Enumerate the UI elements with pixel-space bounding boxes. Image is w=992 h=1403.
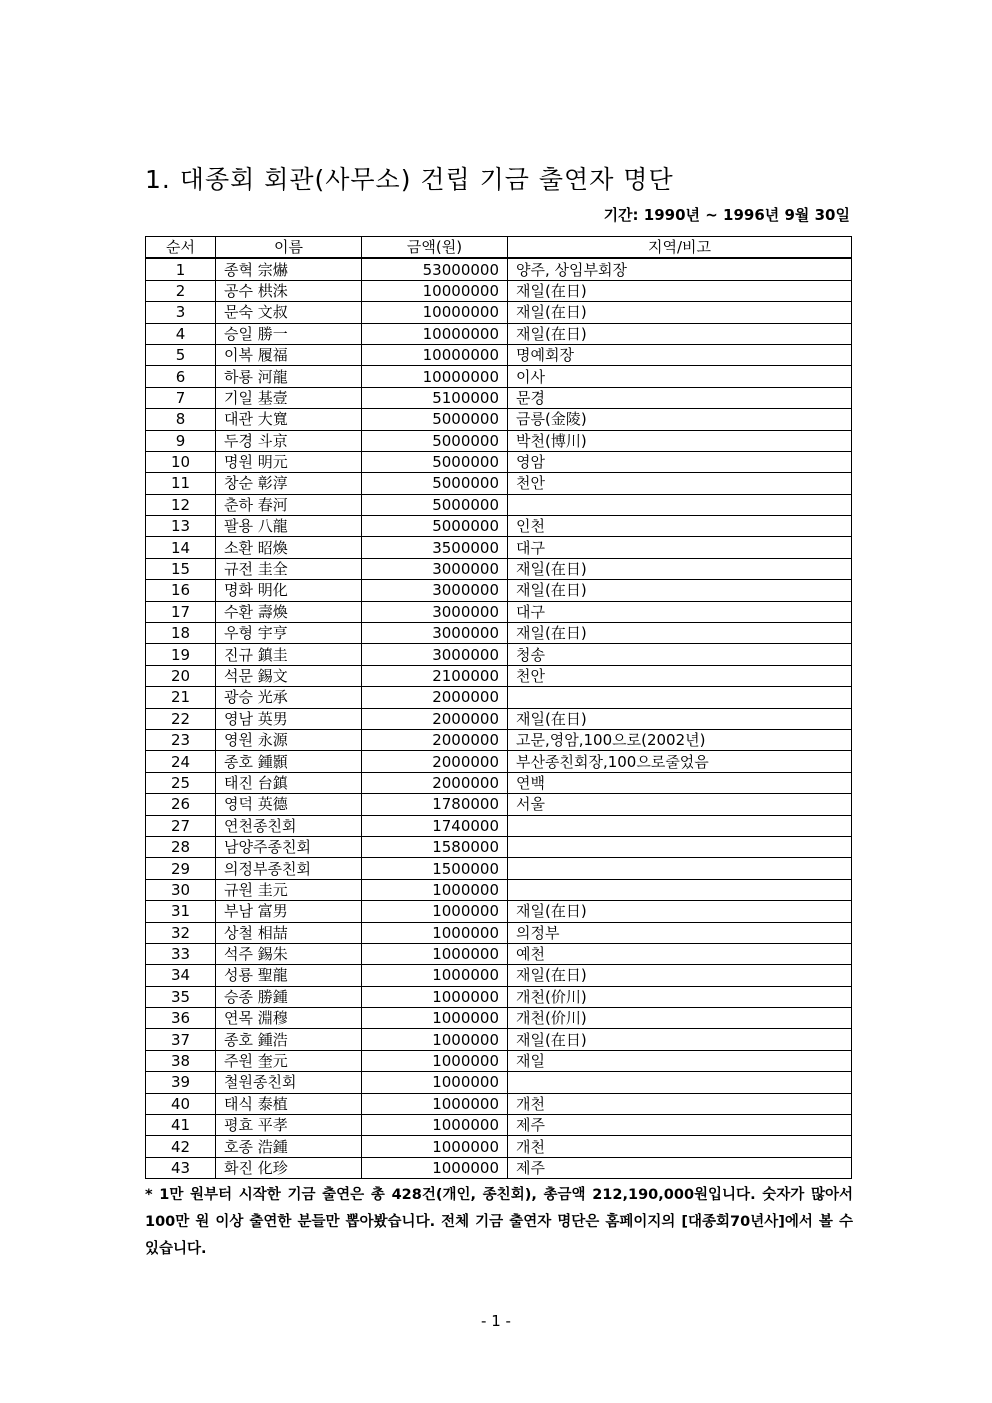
cell-note: 박천(博川) bbox=[508, 430, 852, 451]
cell-name: 연천종친회 bbox=[216, 815, 362, 836]
cell-no: 13 bbox=[146, 516, 216, 537]
cell-amount: 2000000 bbox=[362, 772, 508, 793]
cell-amount: 1000000 bbox=[362, 1157, 508, 1178]
cell-no: 26 bbox=[146, 794, 216, 815]
table-row bbox=[146, 601, 852, 622]
cell-no: 19 bbox=[146, 644, 216, 665]
cell-amount: 1000000 bbox=[362, 1072, 508, 1093]
table-row bbox=[146, 1093, 852, 1114]
cell-name: 석주 錫朱 bbox=[216, 943, 362, 964]
cell-no: 29 bbox=[146, 858, 216, 879]
cell-name: 평효 平孝 bbox=[216, 1115, 362, 1136]
cell-name: 종호 鍾顥 bbox=[216, 751, 362, 772]
cell-no: 10 bbox=[146, 451, 216, 472]
cell-amount: 3000000 bbox=[362, 601, 508, 622]
cell-name: 팔용 八龍 bbox=[216, 516, 362, 537]
cell-name: 영덕 英德 bbox=[216, 794, 362, 815]
cell-note bbox=[508, 836, 852, 857]
cell-note: 재일(在日) bbox=[508, 580, 852, 601]
cell-no: 33 bbox=[146, 943, 216, 964]
cell-note: 재일(在日) bbox=[508, 558, 852, 579]
cell-note: 양주, 상임부회장 bbox=[508, 258, 852, 280]
page-number: - 1 - bbox=[481, 1312, 511, 1330]
cell-amount: 2000000 bbox=[362, 708, 508, 729]
cell-amount: 1000000 bbox=[362, 1136, 508, 1157]
cell-name: 승일 勝一 bbox=[216, 323, 362, 344]
cell-no: 6 bbox=[146, 366, 216, 387]
cell-no: 37 bbox=[146, 1029, 216, 1050]
cell-name: 화진 化珍 bbox=[216, 1157, 362, 1178]
cell-note: 청송 bbox=[508, 644, 852, 665]
cell-amount: 5000000 bbox=[362, 430, 508, 451]
cell-amount: 1000000 bbox=[362, 1093, 508, 1114]
cell-name: 명원 明元 bbox=[216, 451, 362, 472]
cell-note: 영암 bbox=[508, 451, 852, 472]
cell-name: 수환 壽煥 bbox=[216, 601, 362, 622]
cell-name: 승종 勝鍾 bbox=[216, 986, 362, 1007]
table-row bbox=[146, 623, 852, 644]
cell-note bbox=[508, 815, 852, 836]
table-row bbox=[146, 751, 852, 772]
cell-name: 연목 淵穆 bbox=[216, 1008, 362, 1029]
cell-note: 재일(在日) bbox=[508, 323, 852, 344]
cell-note bbox=[508, 858, 852, 879]
cell-no: 3 bbox=[146, 302, 216, 323]
cell-note: 대구 bbox=[508, 537, 852, 558]
cell-no: 16 bbox=[146, 580, 216, 601]
cell-name: 두경 斗京 bbox=[216, 430, 362, 451]
cell-amount: 3500000 bbox=[362, 537, 508, 558]
cell-name: 소환 昭煥 bbox=[216, 537, 362, 558]
table-row bbox=[146, 366, 852, 387]
cell-no: 28 bbox=[146, 836, 216, 857]
cell-amount: 2000000 bbox=[362, 687, 508, 708]
table-row bbox=[146, 836, 852, 857]
cell-name: 성룡 聖龍 bbox=[216, 965, 362, 986]
cell-no: 15 bbox=[146, 558, 216, 579]
cell-name: 의정부종친회 bbox=[216, 858, 362, 879]
cell-name: 광승 光承 bbox=[216, 687, 362, 708]
period-label: 기간: 1990년 ~ 1996년 9월 30일 bbox=[603, 206, 850, 224]
cell-name: 기일 基壹 bbox=[216, 387, 362, 408]
table-row bbox=[146, 665, 852, 686]
table-row bbox=[146, 537, 852, 558]
cell-note: 명예회장 bbox=[508, 344, 852, 365]
cell-name: 춘하 春河 bbox=[216, 494, 362, 515]
cell-note: 제주 bbox=[508, 1157, 852, 1178]
cell-note: 재일(在日) bbox=[508, 708, 852, 729]
cell-note: 개천(价川) bbox=[508, 1008, 852, 1029]
cell-amount: 2100000 bbox=[362, 665, 508, 686]
cell-no: 40 bbox=[146, 1093, 216, 1114]
cell-name: 종호 鍾浩 bbox=[216, 1029, 362, 1050]
cell-note: 개천 bbox=[508, 1136, 852, 1157]
cell-note: 재일(在日) bbox=[508, 623, 852, 644]
cell-note: 재일(在日) bbox=[508, 302, 852, 323]
donor-table bbox=[145, 236, 852, 1179]
table-row bbox=[146, 858, 852, 879]
table-row bbox=[146, 430, 852, 451]
table-row bbox=[146, 708, 852, 729]
cell-note: 재일(在日) bbox=[508, 280, 852, 301]
cell-note: 고문,영암,100으로(2002년) bbox=[508, 729, 852, 750]
cell-amount: 1000000 bbox=[362, 1050, 508, 1071]
cell-no: 27 bbox=[146, 815, 216, 836]
cell-note: 금릉(金陵) bbox=[508, 409, 852, 430]
cell-note bbox=[508, 494, 852, 515]
footnote bbox=[145, 1182, 853, 1263]
cell-note: 인천 bbox=[508, 516, 852, 537]
cell-no: 39 bbox=[146, 1072, 216, 1093]
cell-name: 문숙 文叔 bbox=[216, 302, 362, 323]
cell-no: 23 bbox=[146, 729, 216, 750]
cell-note: 재일(在日) bbox=[508, 1029, 852, 1050]
cell-amount: 1780000 bbox=[362, 794, 508, 815]
cell-name: 규전 圭全 bbox=[216, 558, 362, 579]
cell-no: 2 bbox=[146, 280, 216, 301]
cell-amount: 10000000 bbox=[362, 344, 508, 365]
table-row bbox=[146, 644, 852, 665]
cell-name: 공수 栱洙 bbox=[216, 280, 362, 301]
cell-note: 이사 bbox=[508, 366, 852, 387]
cell-no: 32 bbox=[146, 922, 216, 943]
cell-name: 철원종친회 bbox=[216, 1072, 362, 1093]
cell-name: 창순 彰淳 bbox=[216, 473, 362, 494]
table-row bbox=[146, 729, 852, 750]
table-row bbox=[146, 687, 852, 708]
table-row bbox=[146, 302, 852, 323]
table-row bbox=[146, 815, 852, 836]
cell-amount: 3000000 bbox=[362, 558, 508, 579]
cell-no: 8 bbox=[146, 409, 216, 430]
cell-name: 진규 鎮圭 bbox=[216, 644, 362, 665]
table-row bbox=[146, 1050, 852, 1071]
cell-no: 17 bbox=[146, 601, 216, 622]
table-row bbox=[146, 473, 852, 494]
cell-amount: 1740000 bbox=[362, 815, 508, 836]
cell-no: 4 bbox=[146, 323, 216, 344]
cell-amount: 1000000 bbox=[362, 901, 508, 922]
cell-no: 12 bbox=[146, 494, 216, 515]
table-row bbox=[146, 409, 852, 430]
cell-name: 상철 相喆 bbox=[216, 922, 362, 943]
table-row bbox=[146, 901, 852, 922]
header-amount: 금액(원) bbox=[362, 237, 508, 259]
cell-note bbox=[508, 687, 852, 708]
cell-name: 명화 明化 bbox=[216, 580, 362, 601]
table-row bbox=[146, 280, 852, 301]
table-body bbox=[146, 258, 852, 1178]
table-row bbox=[146, 965, 852, 986]
cell-name: 영남 英男 bbox=[216, 708, 362, 729]
cell-amount: 1000000 bbox=[362, 1029, 508, 1050]
cell-note: 대구 bbox=[508, 601, 852, 622]
cell-no: 7 bbox=[146, 387, 216, 408]
cell-name: 남양주종친회 bbox=[216, 836, 362, 857]
table-row bbox=[146, 494, 852, 515]
cell-no: 42 bbox=[146, 1136, 216, 1157]
cell-name: 태식 泰植 bbox=[216, 1093, 362, 1114]
cell-note: 개천(价川) bbox=[508, 986, 852, 1007]
table-row bbox=[146, 387, 852, 408]
cell-no: 38 bbox=[146, 1050, 216, 1071]
cell-name: 대관 大寬 bbox=[216, 409, 362, 430]
cell-no: 41 bbox=[146, 1115, 216, 1136]
table-row bbox=[146, 1115, 852, 1136]
cell-amount: 3000000 bbox=[362, 623, 508, 644]
cell-amount: 1000000 bbox=[362, 922, 508, 943]
cell-note bbox=[508, 1072, 852, 1093]
table-row bbox=[146, 516, 852, 537]
cell-note: 연백 bbox=[508, 772, 852, 793]
cell-amount: 10000000 bbox=[362, 323, 508, 344]
cell-no: 31 bbox=[146, 901, 216, 922]
cell-amount: 1000000 bbox=[362, 1115, 508, 1136]
cell-amount: 5000000 bbox=[362, 494, 508, 515]
cell-name: 호종 浩鍾 bbox=[216, 1136, 362, 1157]
cell-no: 30 bbox=[146, 879, 216, 900]
cell-no: 34 bbox=[146, 965, 216, 986]
cell-note: 재일 bbox=[508, 1050, 852, 1071]
footnote-text: * 1만 원부터 시작한 기금 출연은 총 428건(개인, 종친회), 총금액 212,190,000원입니다. 숫자가 많아서 100만 원 이상 출연한 분들만 뽑아봤습니다. 전체 기금 출연자 명단은 홈페이지의 [대종회70년사]에서 볼 수 있습니다. bbox=[145, 1187, 853, 1257]
cell-amount: 10000000 bbox=[362, 366, 508, 387]
cell-name: 석문 錫文 bbox=[216, 665, 362, 686]
cell-note: 천안 bbox=[508, 665, 852, 686]
cell-amount: 5000000 bbox=[362, 516, 508, 537]
header-name: 이름 bbox=[216, 237, 362, 259]
table-row bbox=[146, 1029, 852, 1050]
cell-note: 제주 bbox=[508, 1115, 852, 1136]
cell-no: 20 bbox=[146, 665, 216, 686]
table-row bbox=[146, 1008, 852, 1029]
cell-note: 재일(在日) bbox=[508, 901, 852, 922]
cell-amount: 3000000 bbox=[362, 580, 508, 601]
table-row bbox=[146, 1072, 852, 1093]
table-row bbox=[146, 258, 852, 280]
table-row bbox=[146, 943, 852, 964]
cell-note: 천안 bbox=[508, 473, 852, 494]
cell-no: 22 bbox=[146, 708, 216, 729]
cell-amount: 5000000 bbox=[362, 409, 508, 430]
cell-note: 재일(在日) bbox=[508, 965, 852, 986]
cell-amount: 1000000 bbox=[362, 965, 508, 986]
cell-no: 24 bbox=[146, 751, 216, 772]
cell-no: 21 bbox=[146, 687, 216, 708]
cell-amount: 2000000 bbox=[362, 729, 508, 750]
cell-no: 11 bbox=[146, 473, 216, 494]
table-row bbox=[146, 1157, 852, 1178]
cell-note bbox=[508, 879, 852, 900]
cell-amount: 3000000 bbox=[362, 644, 508, 665]
cell-amount: 1000000 bbox=[362, 1008, 508, 1029]
cell-note: 개천 bbox=[508, 1093, 852, 1114]
table-row bbox=[146, 344, 852, 365]
cell-amount: 5000000 bbox=[362, 473, 508, 494]
cell-name: 종혁 宗爀 bbox=[216, 258, 362, 280]
cell-amount: 10000000 bbox=[362, 280, 508, 301]
cell-amount: 1500000 bbox=[362, 858, 508, 879]
cell-note: 예천 bbox=[508, 943, 852, 964]
cell-name: 규원 圭元 bbox=[216, 879, 362, 900]
table-row bbox=[146, 580, 852, 601]
cell-no: 25 bbox=[146, 772, 216, 793]
cell-no: 43 bbox=[146, 1157, 216, 1178]
cell-note: 의정부 bbox=[508, 922, 852, 943]
cell-name: 하룡 河龍 bbox=[216, 366, 362, 387]
cell-no: 1 bbox=[146, 258, 216, 280]
header-no: 순서 bbox=[146, 237, 216, 259]
cell-amount: 1000000 bbox=[362, 986, 508, 1007]
cell-name: 이복 履福 bbox=[216, 344, 362, 365]
table-row bbox=[146, 1136, 852, 1157]
cell-amount: 2000000 bbox=[362, 751, 508, 772]
table-row bbox=[146, 323, 852, 344]
cell-name: 부남 富男 bbox=[216, 901, 362, 922]
cell-amount: 1580000 bbox=[362, 836, 508, 857]
cell-amount: 1000000 bbox=[362, 943, 508, 964]
cell-no: 18 bbox=[146, 623, 216, 644]
table-row bbox=[146, 879, 852, 900]
cell-no: 9 bbox=[146, 430, 216, 451]
cell-amount: 1000000 bbox=[362, 879, 508, 900]
cell-note: 부산종친회장,100으로줄었음 bbox=[508, 751, 852, 772]
cell-no: 35 bbox=[146, 986, 216, 1007]
cell-name: 태진 台鎮 bbox=[216, 772, 362, 793]
cell-name: 우형 宇亨 bbox=[216, 623, 362, 644]
cell-amount: 53000000 bbox=[362, 258, 508, 280]
table-row bbox=[146, 986, 852, 1007]
page-title: 1. 대종회 회관(사무소) 건립 기금 출연자 명단 bbox=[145, 165, 674, 194]
cell-note: 문경 bbox=[508, 387, 852, 408]
header-note: 지역/비고 bbox=[508, 237, 852, 259]
cell-amount: 5000000 bbox=[362, 451, 508, 472]
cell-no: 36 bbox=[146, 1008, 216, 1029]
cell-no: 14 bbox=[146, 537, 216, 558]
cell-name: 주원 奎元 bbox=[216, 1050, 362, 1071]
table-row bbox=[146, 558, 852, 579]
cell-name: 영원 永源 bbox=[216, 729, 362, 750]
cell-amount: 5100000 bbox=[362, 387, 508, 408]
table-row bbox=[146, 922, 852, 943]
table-row bbox=[146, 794, 852, 815]
cell-amount: 10000000 bbox=[362, 302, 508, 323]
cell-note: 서울 bbox=[508, 794, 852, 815]
table-row bbox=[146, 451, 852, 472]
table-row bbox=[146, 772, 852, 793]
table-header-row bbox=[146, 237, 852, 259]
cell-no: 5 bbox=[146, 344, 216, 365]
